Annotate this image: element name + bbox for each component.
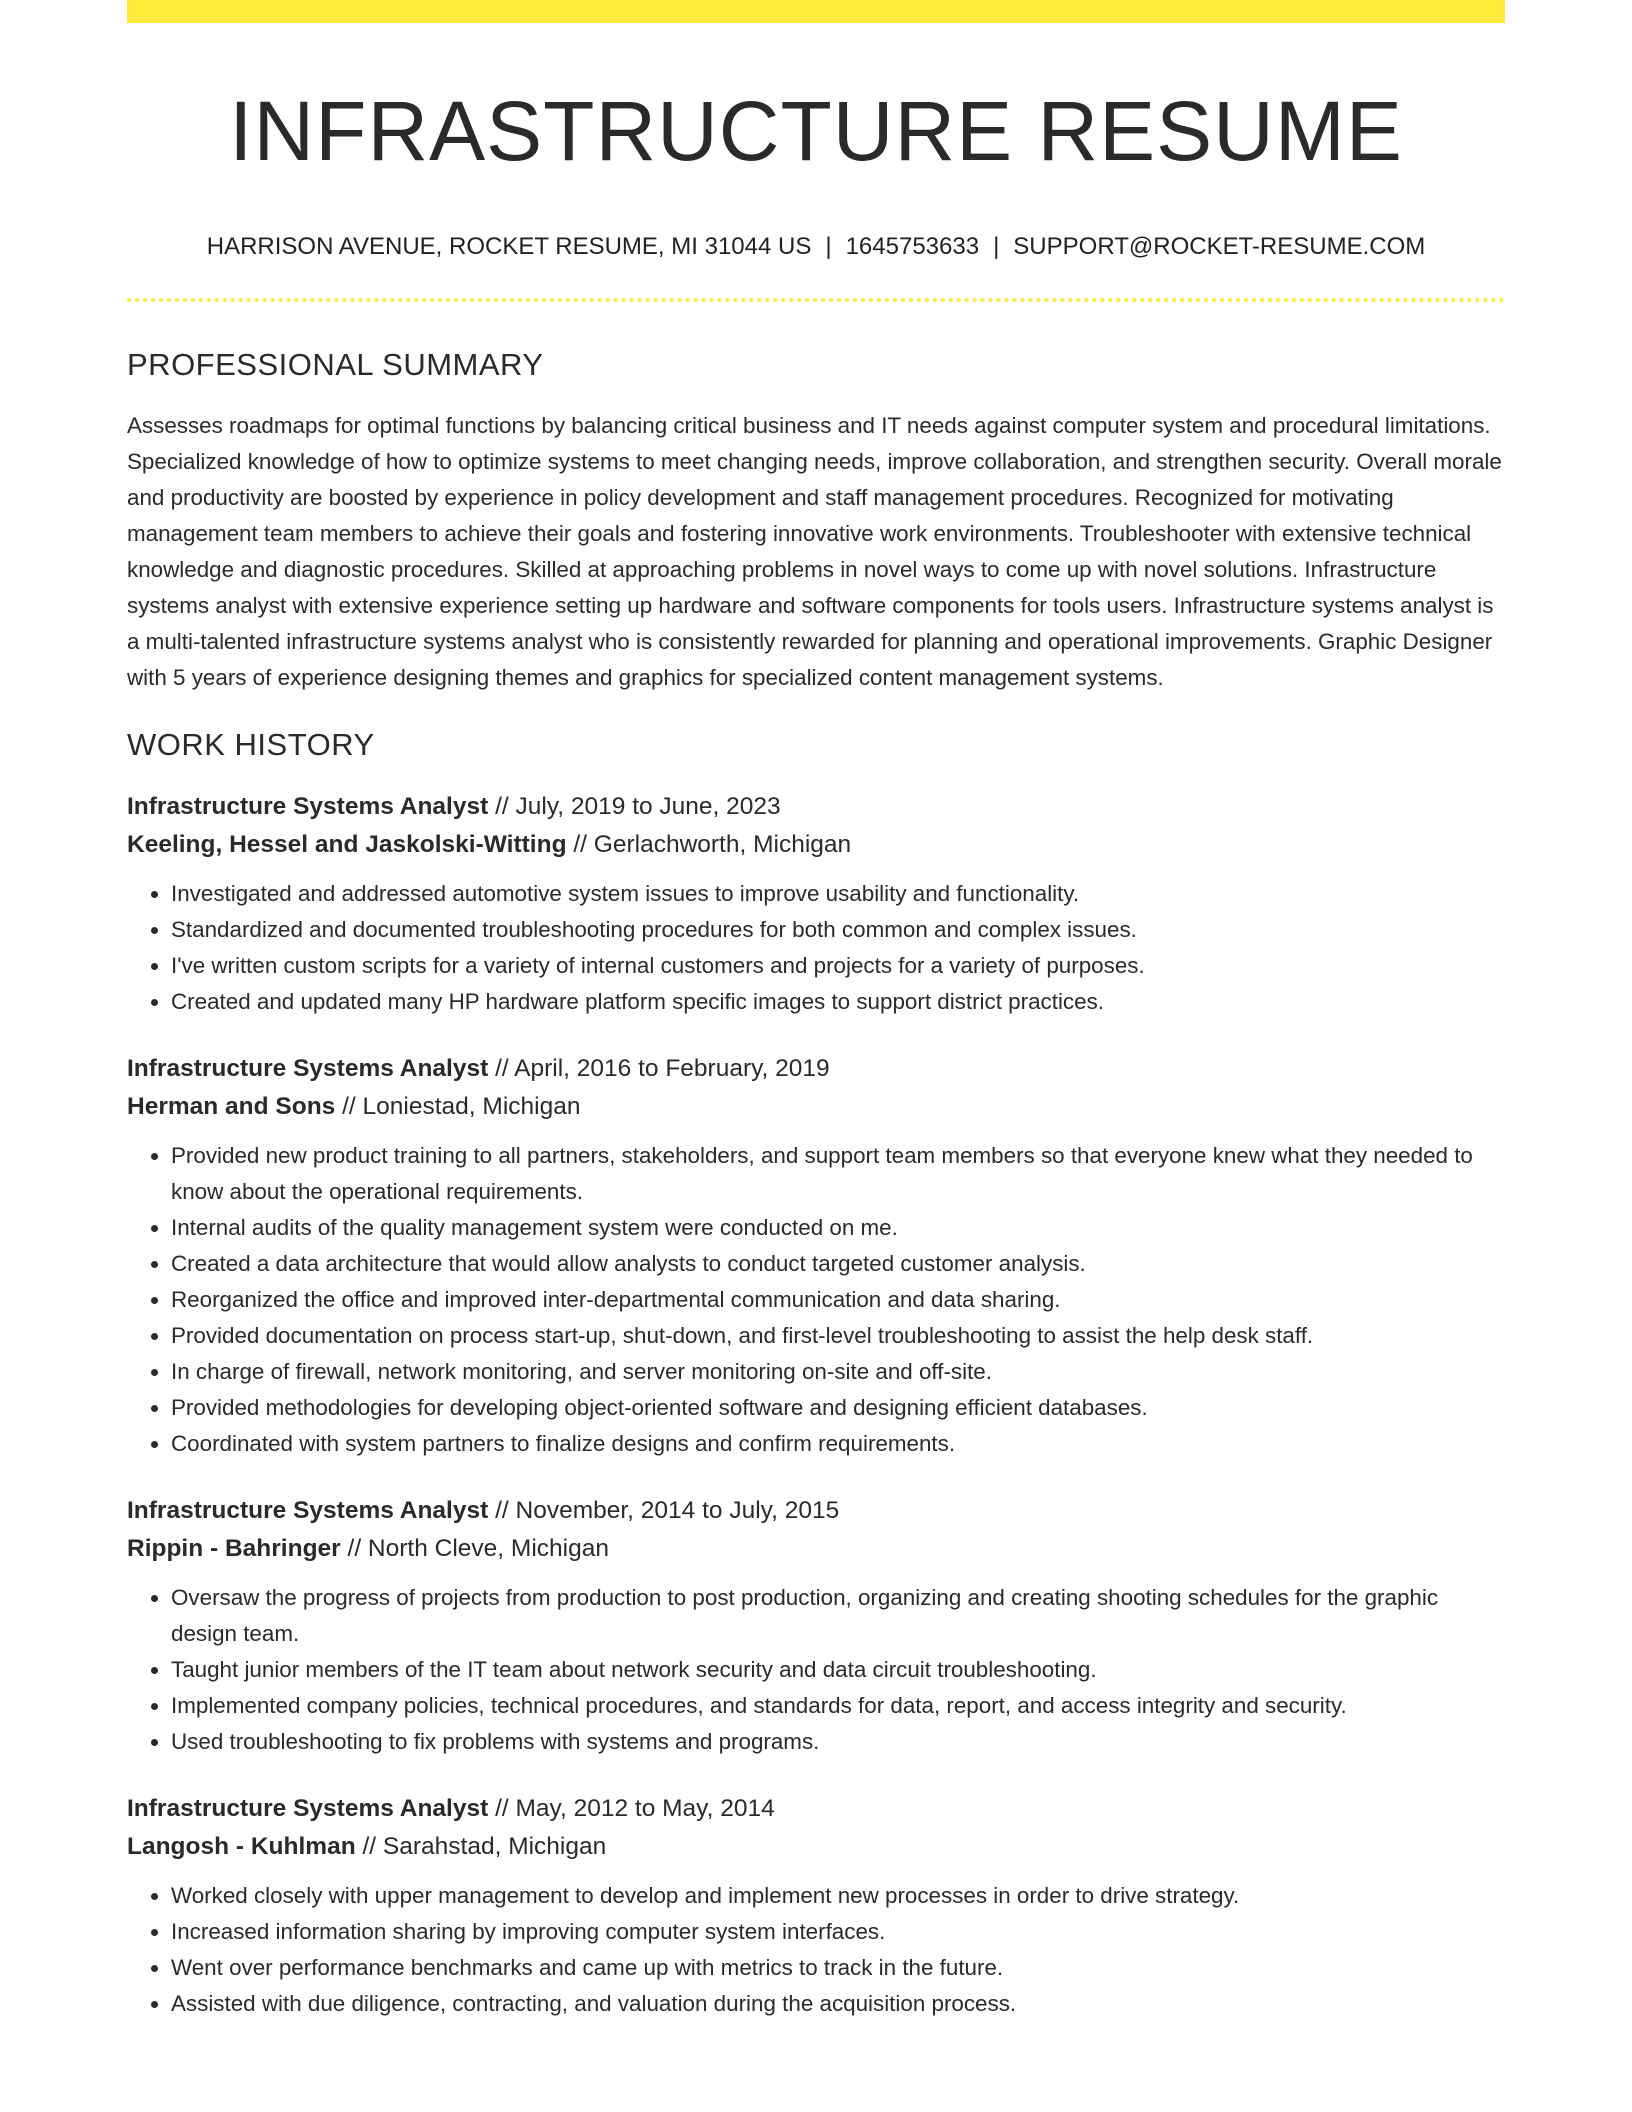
resume-title: INFRASTRUCTURE RESUME [229,84,1403,178]
job-company-line [127,1088,1505,1126]
job-bullet-item: • Increased information sharing by improving computer system interfaces. [171,1914,1505,1950]
job-bullet-item: • Provided documentation on process start-up, shut-down, and first-level troubleshooting to assist the help desk staff. [171,1318,1505,1354]
job-bullets [127,1138,1505,1462]
job-bullets [127,876,1505,1020]
job-location: // Sarahstad, Michigan [362,1832,607,1860]
job-bullets [127,1580,1505,1760]
contact-separator: | [993,233,1000,261]
job-title-line [127,1050,1505,1088]
job-entry [127,1492,1505,1760]
job-bullet-item: • Provided new product training to all partners, stakeholders, and support team members so that everyone knew what they needed to know about the operational requirements. [171,1138,1505,1210]
job-company-line [127,1828,1505,1866]
job-bullet-item: • Created and updated many HP hardware platform specific images to support district practices. [171,984,1505,1020]
job-role: Infrastructure Systems Analyst [127,1496,489,1524]
job-title-line [127,1790,1505,1828]
summary-text: Assesses roadmaps for optimal functions by balancing critical business and IT needs against computer system and procedural limitations. Specialized knowledge of how to optimize systems to meet changing needs, improve collaboration, and strengthen security. Overall morale and productivity are boosted by experience in policy development and staff management procedures. Recognized for motivating management team members to achieve their goals and fostering innovative work environments. Troubleshooter with extensive technical knowledge and diagnostic procedures. Skilled at approaching problems in novel ways to come up with novel solutions. Infrastructure systems analyst with extensive experience setting up hardware and software components for tools users. Infrastructure systems analyst is a multi-talented infrastructure systems analyst who is consistently rewarded for planning and operational improvements. Graphic Designer with 5 years of experience designing themes and graphics for specialized content management systems. [127,413,1502,691]
job-dates: // April, 2016 to February, 2019 [495,1054,830,1082]
job-bullet-item: • Worked closely with upper management to develop and implement new processes in order to drive strategy. [171,1878,1505,1914]
summary-heading: PROFESSIONAL SUMMARY [127,347,544,383]
job-bullet-item: • Investigated and addressed automotive system issues to improve usability and functionality. [171,876,1505,912]
job-company-line [127,1530,1505,1568]
job-bullet-item: • I've written custom scripts for a variety of internal customers and projects for a variety of purposes. [171,948,1505,984]
job-bullet-item: • Provided methodologies for developing object-oriented software and designing efficient databases. [171,1390,1505,1426]
dotted-divider [127,298,1505,302]
job-bullets [127,1878,1505,2022]
job-bullet-item: • Oversaw the progress of projects from production to post production, organizing and creating shooting schedules for the graphic design team. [171,1580,1505,1652]
job-company-line [127,826,1505,864]
job-bullet-item: • Assisted with due diligence, contracting, and valuation during the acquisition process. [171,1986,1505,2022]
job-title-line [127,788,1505,826]
job-dates: // November, 2014 to July, 2015 [495,1496,840,1524]
job-bullet-item: • Created a data architecture that would allow analysts to conduct targeted customer analysis. [171,1246,1505,1282]
job-entry [127,1050,1505,1462]
job-role: Infrastructure Systems Analyst [127,792,489,820]
contact-phone: 1645753633 [845,233,980,261]
accent-top-bar [127,0,1505,23]
job-location: // North Cleve, Michigan [347,1534,609,1562]
job-company: Rippin - Bahringer [127,1534,341,1562]
job-company: Herman and Sons [127,1092,336,1120]
job-role: Infrastructure Systems Analyst [127,1054,489,1082]
work-history-list [127,788,1505,2022]
job-bullet-item: • Taught junior members of the IT team about network security and data circuit troubleshooting. [171,1652,1505,1688]
job-bullet-item: • Standardized and documented troubleshooting procedures for both common and complex issues. [171,912,1505,948]
job-bullet-item: • Reorganized the office and improved inter-departmental communication and data sharing. [171,1282,1505,1318]
resume-page [127,0,1505,2022]
job-bullet-item: • Went over performance benchmarks and came up with metrics to track in the future. [171,1950,1505,1986]
job-dates: // July, 2019 to June, 2023 [495,792,781,820]
job-entry [127,788,1505,1020]
job-company: Keeling, Hessel and Jaskolski-Witting [127,830,567,858]
job-company: Langosh - Kuhlman [127,1832,356,1860]
job-entry [127,1790,1505,2022]
job-location: // Gerlachworth, Michigan [573,830,852,858]
job-dates: // May, 2012 to May, 2014 [495,1794,775,1822]
contact-address: HARRISON AVENUE, ROCKET RESUME, MI 31044 US [206,233,812,261]
job-location: // Loniestad, Michigan [342,1092,581,1120]
contact-separator: | [825,233,832,261]
work-history-heading: WORK HISTORY [127,727,375,763]
job-bullet-item: • Implemented company policies, technical procedures, and standards for data, report, and access integrity and security. [171,1688,1505,1724]
contact-email: SUPPORT@ROCKET-RESUME.COM [1013,233,1426,261]
job-bullet-item: • Used troubleshooting to fix problems with systems and programs. [171,1724,1505,1760]
contact-line [127,233,1505,262]
job-bullet-item: • Coordinated with system partners to finalize designs and confirm requirements. [171,1426,1505,1462]
job-bullet-item: • In charge of firewall, network monitoring, and server monitoring on-site and off-site. [171,1354,1505,1390]
job-bullet-item: • Internal audits of the quality management system were conducted on me. [171,1210,1505,1246]
job-role: Infrastructure Systems Analyst [127,1794,489,1822]
job-title-line [127,1492,1505,1530]
